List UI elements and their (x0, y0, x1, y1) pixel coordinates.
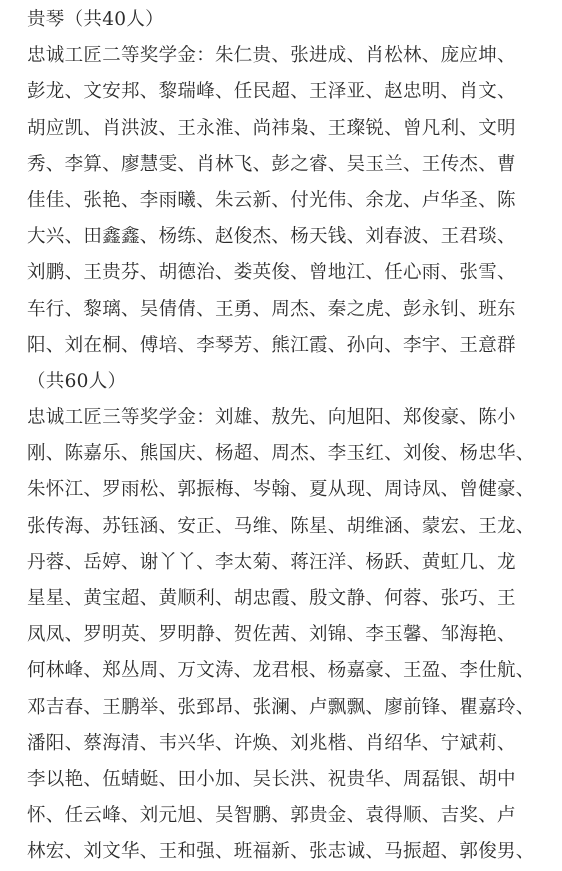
text-line: 朱怀江、罗雨松、郭振梅、岑翰、夏从现、周诗凤、曾健豪、 (27, 479, 535, 501)
text-line: 林宏、刘文华、王和强、班福新、张志诚、马振超、郭俊男、 (27, 841, 535, 863)
text-line: 佳佳、张艳、李雨曦、朱云新、付光伟、余龙、卢华圣、陈 (27, 189, 516, 211)
text-line: 丹蓉、岳婷、谢丫丫、李太菊、蒋汪洋、杨跃、黄虹几、龙 (27, 551, 516, 573)
text-line: 车行、黎璃、吴倩倩、王勇、周杰、秦之虎、彭永钊、班东 (27, 298, 516, 320)
text-line: 星星、黄宝超、黄顺利、胡忠霞、殷文静、何蓉、张巧、王 (27, 588, 516, 609)
text-line: 忠诚工匠二等奖学金：朱仁贵、张进成、肖松林、庞应坤、 (27, 45, 516, 67)
text-line: 凤凤、罗明英、罗明静、贺佐茜、刘锦、李玉馨、邹海艳、 (27, 624, 516, 646)
text-line: 邓吉春、王鹏举、张郅昂、张澜、卢飘飘、廖前锋、瞿嘉玲、 (27, 696, 535, 718)
text-line: 贵琴（共40人） (27, 9, 164, 30)
text-line: 胡应凯、肖洪波、王永淮、尚祎枭、王璨锐、曾凡利、文明 (27, 117, 516, 139)
text-line: 刚、陈嘉乐、熊国庆、杨超、周杰、李玉红、刘俊、杨忠华、 (27, 443, 535, 465)
text-line: （共60人） (27, 370, 127, 392)
text-line: 张传海、苏钰涵、安正、马维、陈星、胡维涵、蒙宏、王龙、 (27, 515, 535, 537)
text-line: 大兴、田鑫鑫、杨练、赵俊杰、杨天钱、刘春波、王君琰、 (27, 226, 516, 248)
text-line: 彭龙、文安邦、黎瑞峰、任民超、王泽亚、赵忠明、肖文、 (27, 81, 516, 103)
text-line: 李以艳、伍蜻蜓、田小加、吴长洪、祝贵华、周磊银、胡中 (27, 768, 516, 790)
text-line: 潘阳、蔡海清、韦兴华、许焕、刘兆楷、肖绍华、宁斌莉、 (27, 732, 516, 754)
text-line: 何林峰、郑丛周、万文涛、龙君根、杨嘉豪、王盈、李仕航、 (27, 660, 535, 682)
text-line: 怀、任云峰、刘元旭、吴智鹏、郭贵金、袁得顺、吉奖、卢 (27, 805, 516, 827)
text-line: 刘鹏、王贵芬、胡德治、娄英俊、曾地江、任心雨、张雪、 (27, 262, 516, 284)
text-line: 忠诚工匠三等奖学金：刘雄、敖先、向旭阳、郑俊豪、陈小 (27, 407, 516, 429)
text-line: 秀、李算、廖慧雯、肖林飞、彭之睿、吴玉兰、王传杰、曹 (27, 153, 516, 175)
text-line: 阳、刘在桐、傅培、李琴芳、熊江霞、孙向、李宇、王意群 (27, 334, 516, 356)
